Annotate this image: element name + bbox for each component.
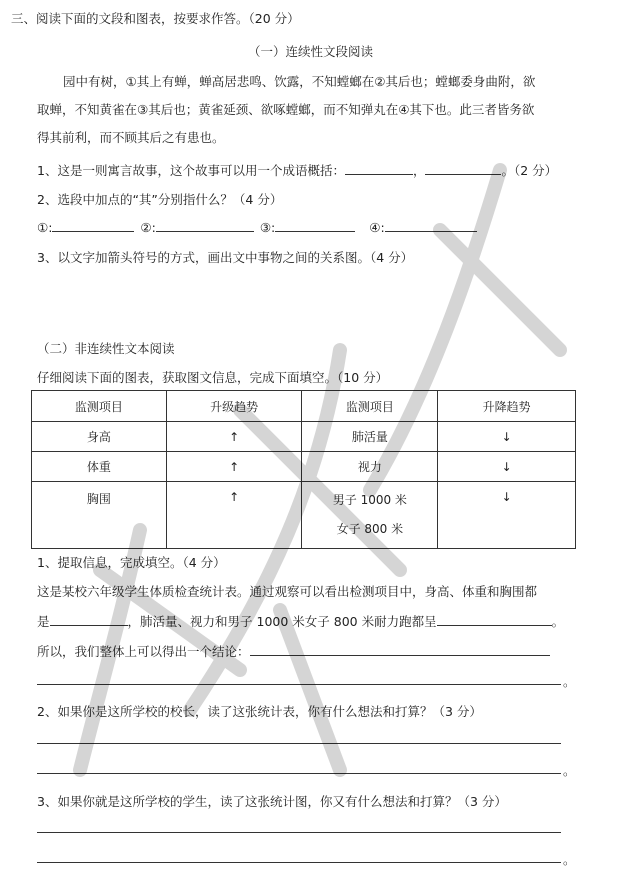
principal-end: 。: [563, 763, 576, 778]
qi-label-1: ①:: [37, 220, 53, 235]
run-women: 女子 800 米: [336, 522, 404, 536]
down-arrow: ↓: [438, 482, 576, 549]
table-cell: [302, 482, 438, 549]
qi-label-2: ②:: [140, 220, 156, 235]
idiom-blank-2[interactable]: [425, 162, 501, 175]
table-header: 升降趋势: [438, 391, 576, 422]
part1-title: （一）连续性文段阅读: [247, 44, 373, 59]
passage-line-2: 取蝉，不知黄雀在③其后也；黄雀延颈、欲啄螳螂，而不知弹丸在④其下也。此三者皆务欲: [37, 102, 535, 117]
conclusion-blank[interactable]: [250, 643, 550, 656]
part1-question-1: [37, 161, 557, 179]
table-cell: 视力: [302, 452, 438, 482]
qi-blank-1[interactable]: [52, 219, 134, 232]
part2-intro: 仔细阅读下面的图表，获取图文信息，完成下面填空。（10 分）: [37, 370, 389, 385]
part1-question-2: 2、选段中加点的“其”分别指什么？（4 分）: [37, 192, 283, 207]
q1-line-2: [37, 612, 564, 630]
table-row: [32, 422, 576, 452]
student-answer-line-1[interactable]: [37, 832, 561, 833]
down-arrow: ↓: [438, 422, 576, 452]
conclusion-end: 。: [563, 674, 576, 689]
fitness-table: [31, 390, 576, 549]
section-header: 三、阅读下面的文段和图表，按要求作答。（20 分）: [11, 11, 300, 26]
table-row: [32, 452, 576, 482]
up-arrow: ↑: [166, 422, 302, 452]
student-end: 。: [563, 852, 576, 867]
part2-question-2: 2、如果你是这所学校的校长，读了这张统计表，你有什么想法和打算？（3 分）: [37, 704, 482, 719]
q1-line-3: [37, 642, 550, 660]
q1-line-1: 这是某校六年级学生体质检查统计表。通过观察可以看出检测项目中，身高、体重和胸围都: [37, 584, 538, 599]
up-arrow: ↑: [166, 482, 302, 549]
table-header-row: [32, 391, 576, 422]
conclusion-label: 所以，我们整体上可以得出一个结论：: [37, 644, 250, 659]
table-row: [32, 482, 576, 549]
table-cell: 体重: [32, 452, 167, 482]
passage-line-1: 园中有树，①其上有蝉，蝉高居悲鸣、饮露，不知螳螂在②其后也；螳螂委身曲附，欲: [63, 74, 536, 89]
principal-answer-line-2[interactable]: [37, 773, 561, 774]
part1-question-3: 3、以文字加箭头符号的方式，画出文中事物之间的关系图。（4 分）: [37, 250, 414, 265]
qi-label-3: ③:: [259, 220, 276, 235]
qi-blank-4[interactable]: [385, 219, 477, 232]
table-header: 监测项目: [302, 391, 438, 422]
part1-q1-text: 1、这是一则寓言故事，这个故事可以用一个成语概括：: [37, 163, 345, 178]
principal-answer-line-1[interactable]: [37, 743, 561, 744]
q1-line-2a: 是: [37, 614, 50, 629]
q1-line-2b: ，肺活量、视力和男子 1000 米女子 800 米耐力跑都呈: [127, 614, 437, 629]
table-header: 升级趋势: [166, 391, 302, 422]
part2-question-1: 1、提取信息，完成填空。（4 分）: [37, 555, 226, 570]
table-header: 监测项目: [32, 391, 167, 422]
passage-line-3: 得其前利，而不顾其后之有患也。: [37, 130, 225, 145]
down-arrow: ↓: [438, 452, 576, 482]
part2-title: （二）非连续性文本阅读: [37, 341, 175, 356]
q1-line-2c: 。: [551, 614, 565, 629]
qi-blank-2[interactable]: [156, 219, 254, 232]
table-cell: 肺活量: [302, 422, 438, 452]
qi-answer-row: [37, 219, 477, 235]
run-men: 男子 1000 米: [332, 493, 407, 507]
trend-blank-1[interactable]: [50, 613, 128, 626]
table-cell: 胸围: [32, 482, 167, 549]
up-arrow: ↑: [166, 452, 302, 482]
conclusion-answer-line[interactable]: [37, 684, 561, 685]
qi-label-4: ④:: [369, 220, 385, 235]
qi-blank-3[interactable]: [275, 219, 355, 232]
idiom-blank-1[interactable]: [345, 162, 413, 175]
part1-q1-sep: ，: [412, 163, 426, 178]
table-cell: 身高: [32, 422, 167, 452]
trend-blank-2[interactable]: [437, 613, 552, 626]
student-answer-line-2[interactable]: [37, 862, 561, 863]
part1-q1-score: 。（2 分）: [501, 163, 558, 178]
part2-question-3: 3、如果你就是这所学校的学生，读了这张统计图，你又有什么想法和打算？（3 分）: [37, 794, 507, 809]
